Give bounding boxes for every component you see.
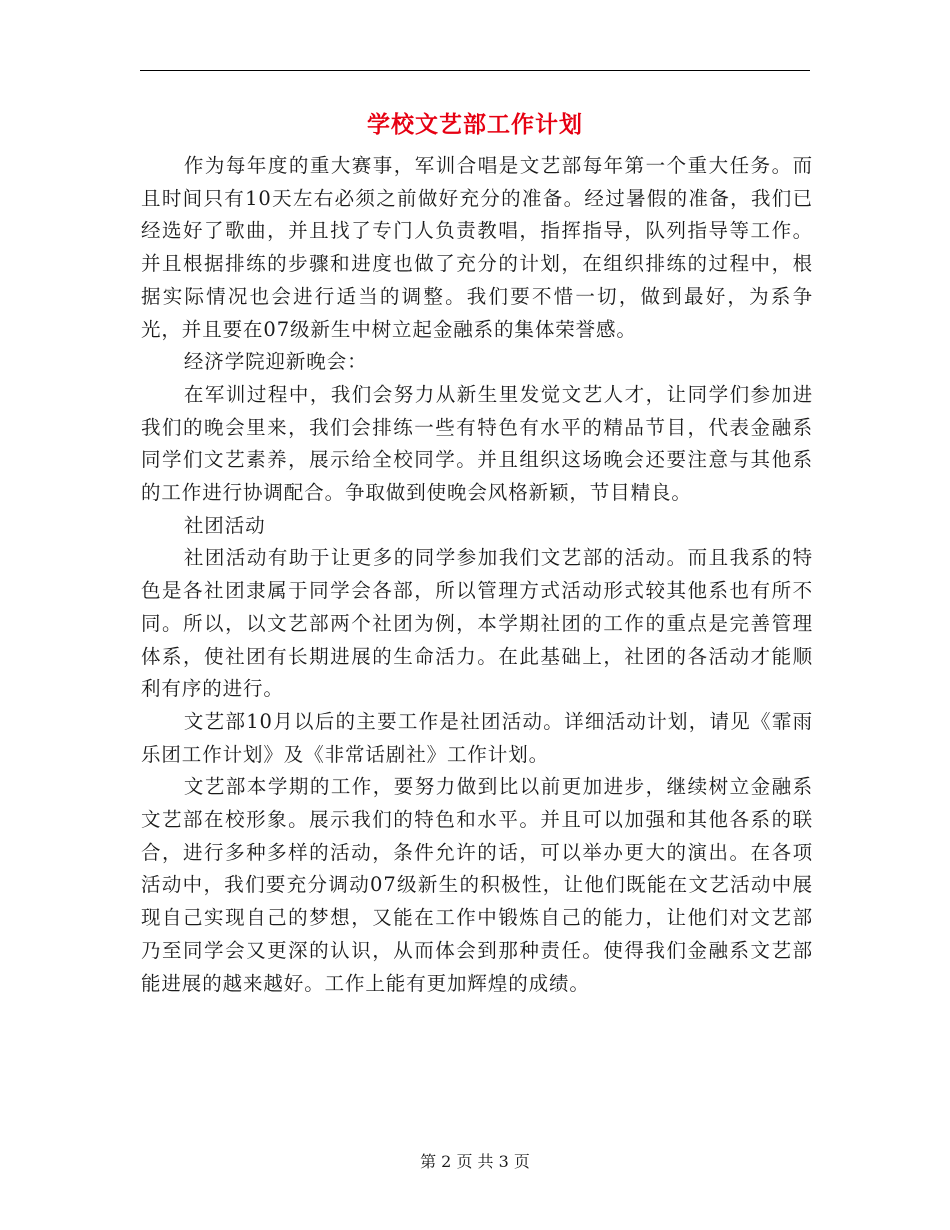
paragraph-october-plan: 文艺部10月以后的主要工作是社团活动。详细活动计划，请见《霏雨乐团工作计划》及《非常话剧社》工作计划。 <box>141 709 813 766</box>
document-title: 学校文艺部工作计划 <box>367 111 583 138</box>
paragraph-welcome-party: 在军训过程中，我们会努力从新生里发觉文艺人才，让同学们参加进我们的晚会里来，我们会排练一些有特色有水平的精品节目，代表金融系同学们文艺素养，展示给全校同学。并且组织这场晚会还要注意与其他系的工作进行协调配合。争取做到使晚会风格新颖，节目精良。 <box>141 382 813 505</box>
heading-club-activities: 社团活动 <box>183 513 266 537</box>
page-footer <box>0 1150 950 1174</box>
heading-welcome-party: 经济学院迎新晚会： <box>183 350 368 374</box>
paragraph-semester-goals: 文艺部本学期的工作，要努力做到比以前更加进步，继续树立金融系文艺部在校形象。展示我们的特色和水平。并且可以加强和其他各系的联合，进行多种多样的活动，条件允许的话，可以举办更大的演出。在各项活动中，我们要充分调动07级新生的积极性，让他们既能在文艺活动中展现自己实现自己的梦想，又能在工作中锻炼自己的能力，让他们对文艺部乃至同学会又更深的认识，从而体会到那种责任。使得我们金融系文艺部能进展的越来越好。工作上能有更加辉煌的成绩。 <box>141 775 813 995</box>
document-body <box>141 150 813 1000</box>
paragraph-military-chorus: 作为每年度的重大赛事，军训合唱是文艺部每年第一个重大任务。而且时间只有10天左右必须之前做好充分的准备。经过暑假的准备，我们已经选好了歌曲，并且找了专门人负责教唱，指挥指导，队列指导等工作。并且根据排练的步骤和进度也做了充分的计划，在组织排练的过程中，根据实际情况也会进行适当的调整。我们要不惜一切，做到最好，为系争光，并且要在07级新生中树立起金融系的集体荣誉感。 <box>141 154 813 341</box>
paragraph-club-activities: 社团活动有助于让更多的同学参加我们文艺部的活动。而且我系的特色是各社团隶属于同学会各部，所以管理方式活动形式较其他系也有所不同。所以，以文艺部两个社团为例，本学期社团的工作的重点是完善管理体系，使社团有长期进展的生命活力。在此基础上，社团的各活动才能顺利有序的进行。 <box>141 546 813 701</box>
page-number-label: 第 2 页 共 3 页 <box>420 1152 530 1171</box>
header-rule <box>140 70 810 71</box>
